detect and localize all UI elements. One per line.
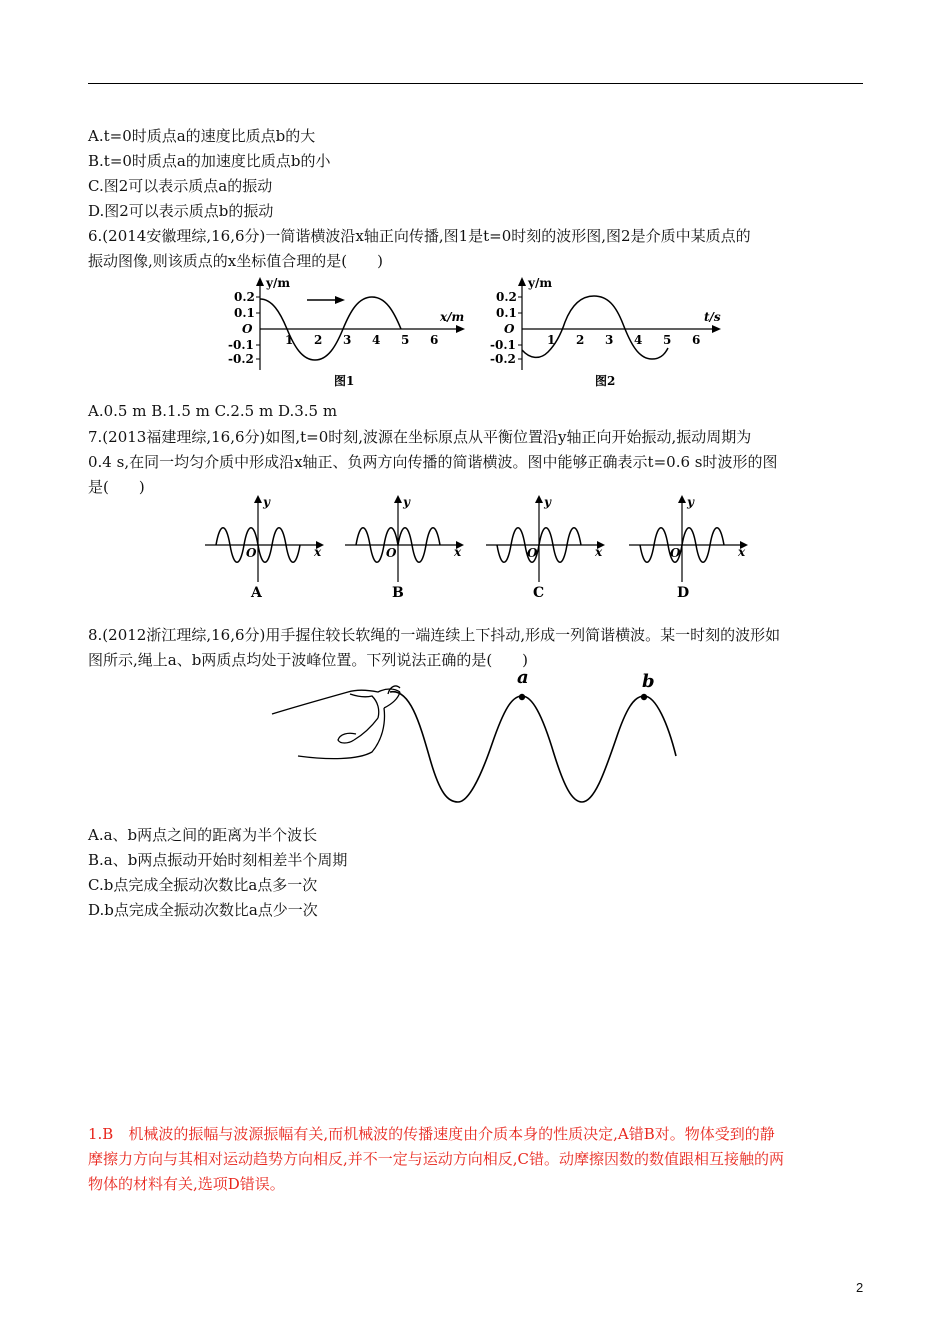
q8-stem-line2: 图所示,绳上a、b两质点均处于波峰位置。下列说法正确的是( ): [88, 651, 529, 669]
fig2-xtick-3: 3: [605, 333, 614, 347]
panel-d-y-label: y: [687, 495, 694, 509]
fig2-ytick-neg0.1: -0.1: [490, 338, 516, 352]
q8-option-c: C.b点完成全振动次数比a点多一次: [88, 876, 318, 894]
q5-option-a: A.t=0时质点a的速度比质点b的大: [88, 127, 316, 145]
page-number: 2: [856, 1280, 864, 1295]
fig1-ytick-0.2: 0.2: [234, 290, 255, 304]
q6-figure-1: [222, 272, 472, 392]
fig2-xtick-1: 1: [547, 333, 556, 347]
panel-d-label: D: [677, 585, 690, 601]
fig1-ytick-neg0.1: -0.1: [228, 338, 254, 352]
q5-option-c: C.图2可以表示质点a的振动: [88, 177, 273, 195]
fig2-xtick-4: 4: [634, 333, 643, 347]
fig1-origin: O: [242, 322, 253, 336]
q8-option-d: D.b点完成全振动次数比a点少一次: [88, 901, 318, 919]
q8-rope-figure: [268, 664, 688, 809]
q5-option-d: D.图2可以表示质点b的振动: [88, 202, 274, 220]
q7-stem-line2: 0.4 s,在同一均匀介质中形成沿x轴正、负两方向传播的简谐横波。图中能够正确表示t=0.6 s时波形的图: [88, 453, 778, 471]
fig2-xtick-2: 2: [576, 333, 585, 347]
point-b-dot: [641, 694, 647, 700]
answer-line2: 摩擦力方向与其相对运动趋势方向相反,并不一定与运动方向相反,C错。动摩擦因数的数值跟相互接触的两: [88, 1150, 785, 1168]
panel-d-origin: O: [670, 546, 681, 560]
panel-d-x-label: x: [738, 545, 746, 559]
q6-figure-2: [478, 272, 728, 392]
q6-options: A.0.5 m B.1.5 m C.2.5 m D.3.5 m: [88, 402, 338, 420]
answer-line3: 物体的材料有关,选项D错误。: [88, 1175, 285, 1193]
fig2-ylabel: y/m: [528, 276, 553, 290]
q6-stem-line1: 6.(2014安徽理综,16,6分)一简谐横波沿x轴正向传播,图1是t=0时刻的波形图,图2是介质中某质点的: [88, 227, 751, 245]
answer-line1: 1.B 机械波的振幅与波源振幅有关,而机械波的传播速度由介质本身的性质决定,A错B对。物体受到的静: [88, 1125, 775, 1143]
q7-panel-a: [200, 492, 335, 604]
q7-stem-line3: 是( ): [88, 478, 145, 496]
panel-b-x-label: x: [454, 545, 462, 559]
q7-panel-d: [624, 492, 759, 604]
panel-a-label: A: [251, 585, 262, 601]
point-a-dot: [519, 694, 525, 700]
fig2-ytick-0.2: 0.2: [496, 290, 517, 304]
q8-stem-line1: 8.(2012浙江理综,16,6分)用手握住较长软绳的一端连续上下抖动,形成一列简谐横波。某一时刻的波形如: [88, 626, 781, 644]
fig1-ytick-0.1: 0.1: [234, 306, 255, 320]
fig1-xlabel: x/m: [440, 310, 465, 324]
q7-stem-line1: 7.(2013福建理综,16,6分)如图,t=0时刻,波源在坐标原点从平衡位置沿y轴正向开始振动,振动周期为: [88, 428, 752, 446]
fig1-ytick-neg0.2: -0.2: [228, 352, 254, 366]
fig1-caption: 图1: [334, 374, 355, 388]
point-a-label: a: [517, 667, 529, 688]
fig1-xtick-6: 6: [430, 333, 439, 347]
fig2-vibration-curve: [522, 296, 668, 359]
fig2-xlabel: t/s: [704, 310, 721, 324]
panel-c-y-label: y: [544, 495, 551, 509]
panel-b-y-label: y: [403, 495, 410, 509]
panel-c-label: C: [533, 585, 545, 601]
fig2-ytick-neg0.2: -0.2: [490, 352, 516, 366]
panel-a-x-label: x: [314, 545, 322, 559]
fig2-xtick-6: 6: [692, 333, 701, 347]
panel-a-origin: O: [246, 546, 257, 560]
q6-stem-line2: 振动图像,则该质点的x坐标值合理的是( ): [88, 252, 383, 270]
panel-c-x-label: x: [595, 545, 603, 559]
q5-option-b: B.t=0时质点a的加速度比质点b的小: [88, 152, 331, 170]
fig1-xtick-4: 4: [372, 333, 381, 347]
fig1-xtick-1: 1: [285, 333, 294, 347]
q8-option-a: A.a、b两点之间的距离为半个波长: [88, 826, 318, 844]
q8-option-b: B.a、b两点振动开始时刻相差半个周期: [88, 851, 348, 869]
panel-c-origin: O: [527, 546, 538, 560]
fig2-ytick-0.1: 0.1: [496, 306, 517, 320]
panel-b-label: B: [392, 585, 404, 601]
fig1-xtick-5: 5: [401, 333, 410, 347]
panel-b-origin: O: [386, 546, 397, 560]
fig2-origin: O: [504, 322, 515, 336]
q7-panel-c: [481, 492, 616, 604]
point-b-label: b: [642, 671, 655, 692]
q7-panel-b: [340, 492, 475, 604]
fig1-xtick-2: 2: [314, 333, 323, 347]
fig2-xtick-5: 5: [663, 333, 672, 347]
fig1-ylabel: y/m: [266, 276, 291, 290]
header-rule: [88, 83, 863, 84]
rope-wave: [390, 692, 676, 802]
panel-a-y-label: y: [263, 495, 270, 509]
fig2-caption: 图2: [595, 374, 616, 388]
fig1-xtick-3: 3: [343, 333, 352, 347]
hand-illustration: [272, 686, 400, 759]
